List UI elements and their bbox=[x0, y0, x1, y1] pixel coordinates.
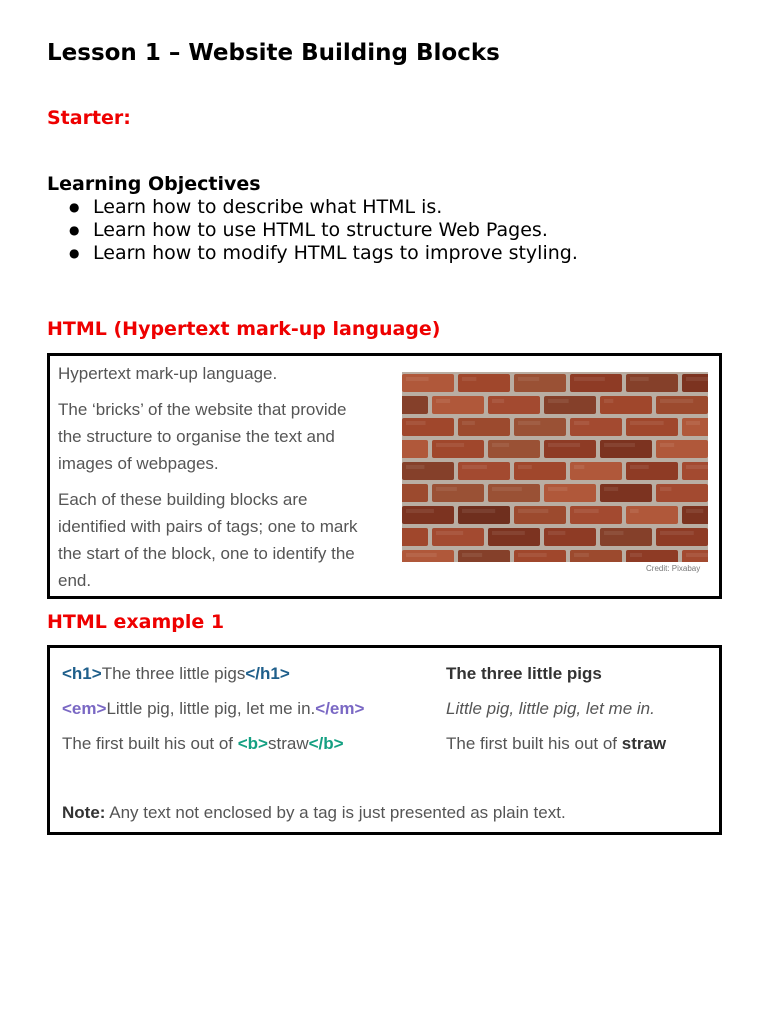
html-heading: HTML (Hypertext mark-up language) bbox=[47, 318, 441, 340]
brick-wall-image bbox=[402, 372, 708, 562]
code-line-em bbox=[62, 699, 364, 719]
objectives-heading: Learning Objectives bbox=[47, 173, 261, 195]
objective-text: Learn how to use HTML to structure Web Pages. bbox=[93, 219, 548, 241]
example-heading: HTML example 1 bbox=[47, 611, 225, 633]
close-tag: </h1> bbox=[245, 664, 290, 683]
list-item bbox=[47, 196, 578, 219]
brick-wall-image bbox=[402, 372, 708, 562]
definition-paragraph: Each of these building blocks are identified with pairs of tags; one to mark the start of the block, one to identify the end. bbox=[58, 490, 358, 590]
bullet-icon: ● bbox=[69, 223, 80, 237]
result-h1: The three little pigs bbox=[446, 664, 602, 683]
result-b bbox=[446, 734, 666, 754]
list-item bbox=[47, 242, 578, 265]
objectives-list bbox=[47, 196, 578, 265]
code-prefix: The first built his out of bbox=[62, 734, 238, 753]
objective-text: Learn how to modify HTML tags to improve styling. bbox=[93, 242, 578, 264]
definition-paragraph: Hypertext mark-up language. bbox=[58, 364, 278, 383]
starter-heading: Starter: bbox=[47, 107, 131, 129]
open-tag: <b> bbox=[237, 734, 268, 753]
close-tag: </em> bbox=[315, 699, 365, 718]
code-line-b bbox=[62, 734, 344, 754]
close-tag: </b> bbox=[308, 734, 344, 753]
bullet-icon: ● bbox=[69, 200, 80, 214]
result-prefix: The first built his out of bbox=[446, 734, 622, 753]
image-credit: Credit: Pixabay bbox=[646, 564, 701, 573]
open-tag: <h1> bbox=[62, 664, 102, 683]
objective-text: Learn how to describe what HTML is. bbox=[93, 196, 443, 218]
bullet-icon: ● bbox=[69, 246, 80, 260]
note-label: Note: bbox=[62, 803, 106, 822]
definition-paragraph: The ‘bricks’ of the website that provide the structure to organise the text and images of webpages. bbox=[58, 400, 347, 473]
open-tag: <em> bbox=[62, 699, 107, 718]
code-content: Little pig, little pig, let me in. bbox=[106, 699, 316, 718]
definition-text bbox=[58, 360, 378, 594]
code-content: straw bbox=[268, 734, 309, 753]
result-em: Little pig, little pig, let me in. bbox=[446, 699, 655, 718]
html-definition-box bbox=[47, 353, 722, 599]
code-content: The three little pigs bbox=[101, 664, 246, 683]
html-example-box bbox=[47, 645, 722, 835]
page-title: Lesson 1 – Website Building Blocks bbox=[47, 40, 500, 66]
note bbox=[62, 803, 566, 823]
list-item bbox=[47, 219, 578, 242]
result-bold: straw bbox=[621, 734, 667, 753]
code-line-h1 bbox=[62, 664, 290, 684]
note-text: Any text not enclosed by a tag is just presented as plain text. bbox=[105, 803, 566, 822]
